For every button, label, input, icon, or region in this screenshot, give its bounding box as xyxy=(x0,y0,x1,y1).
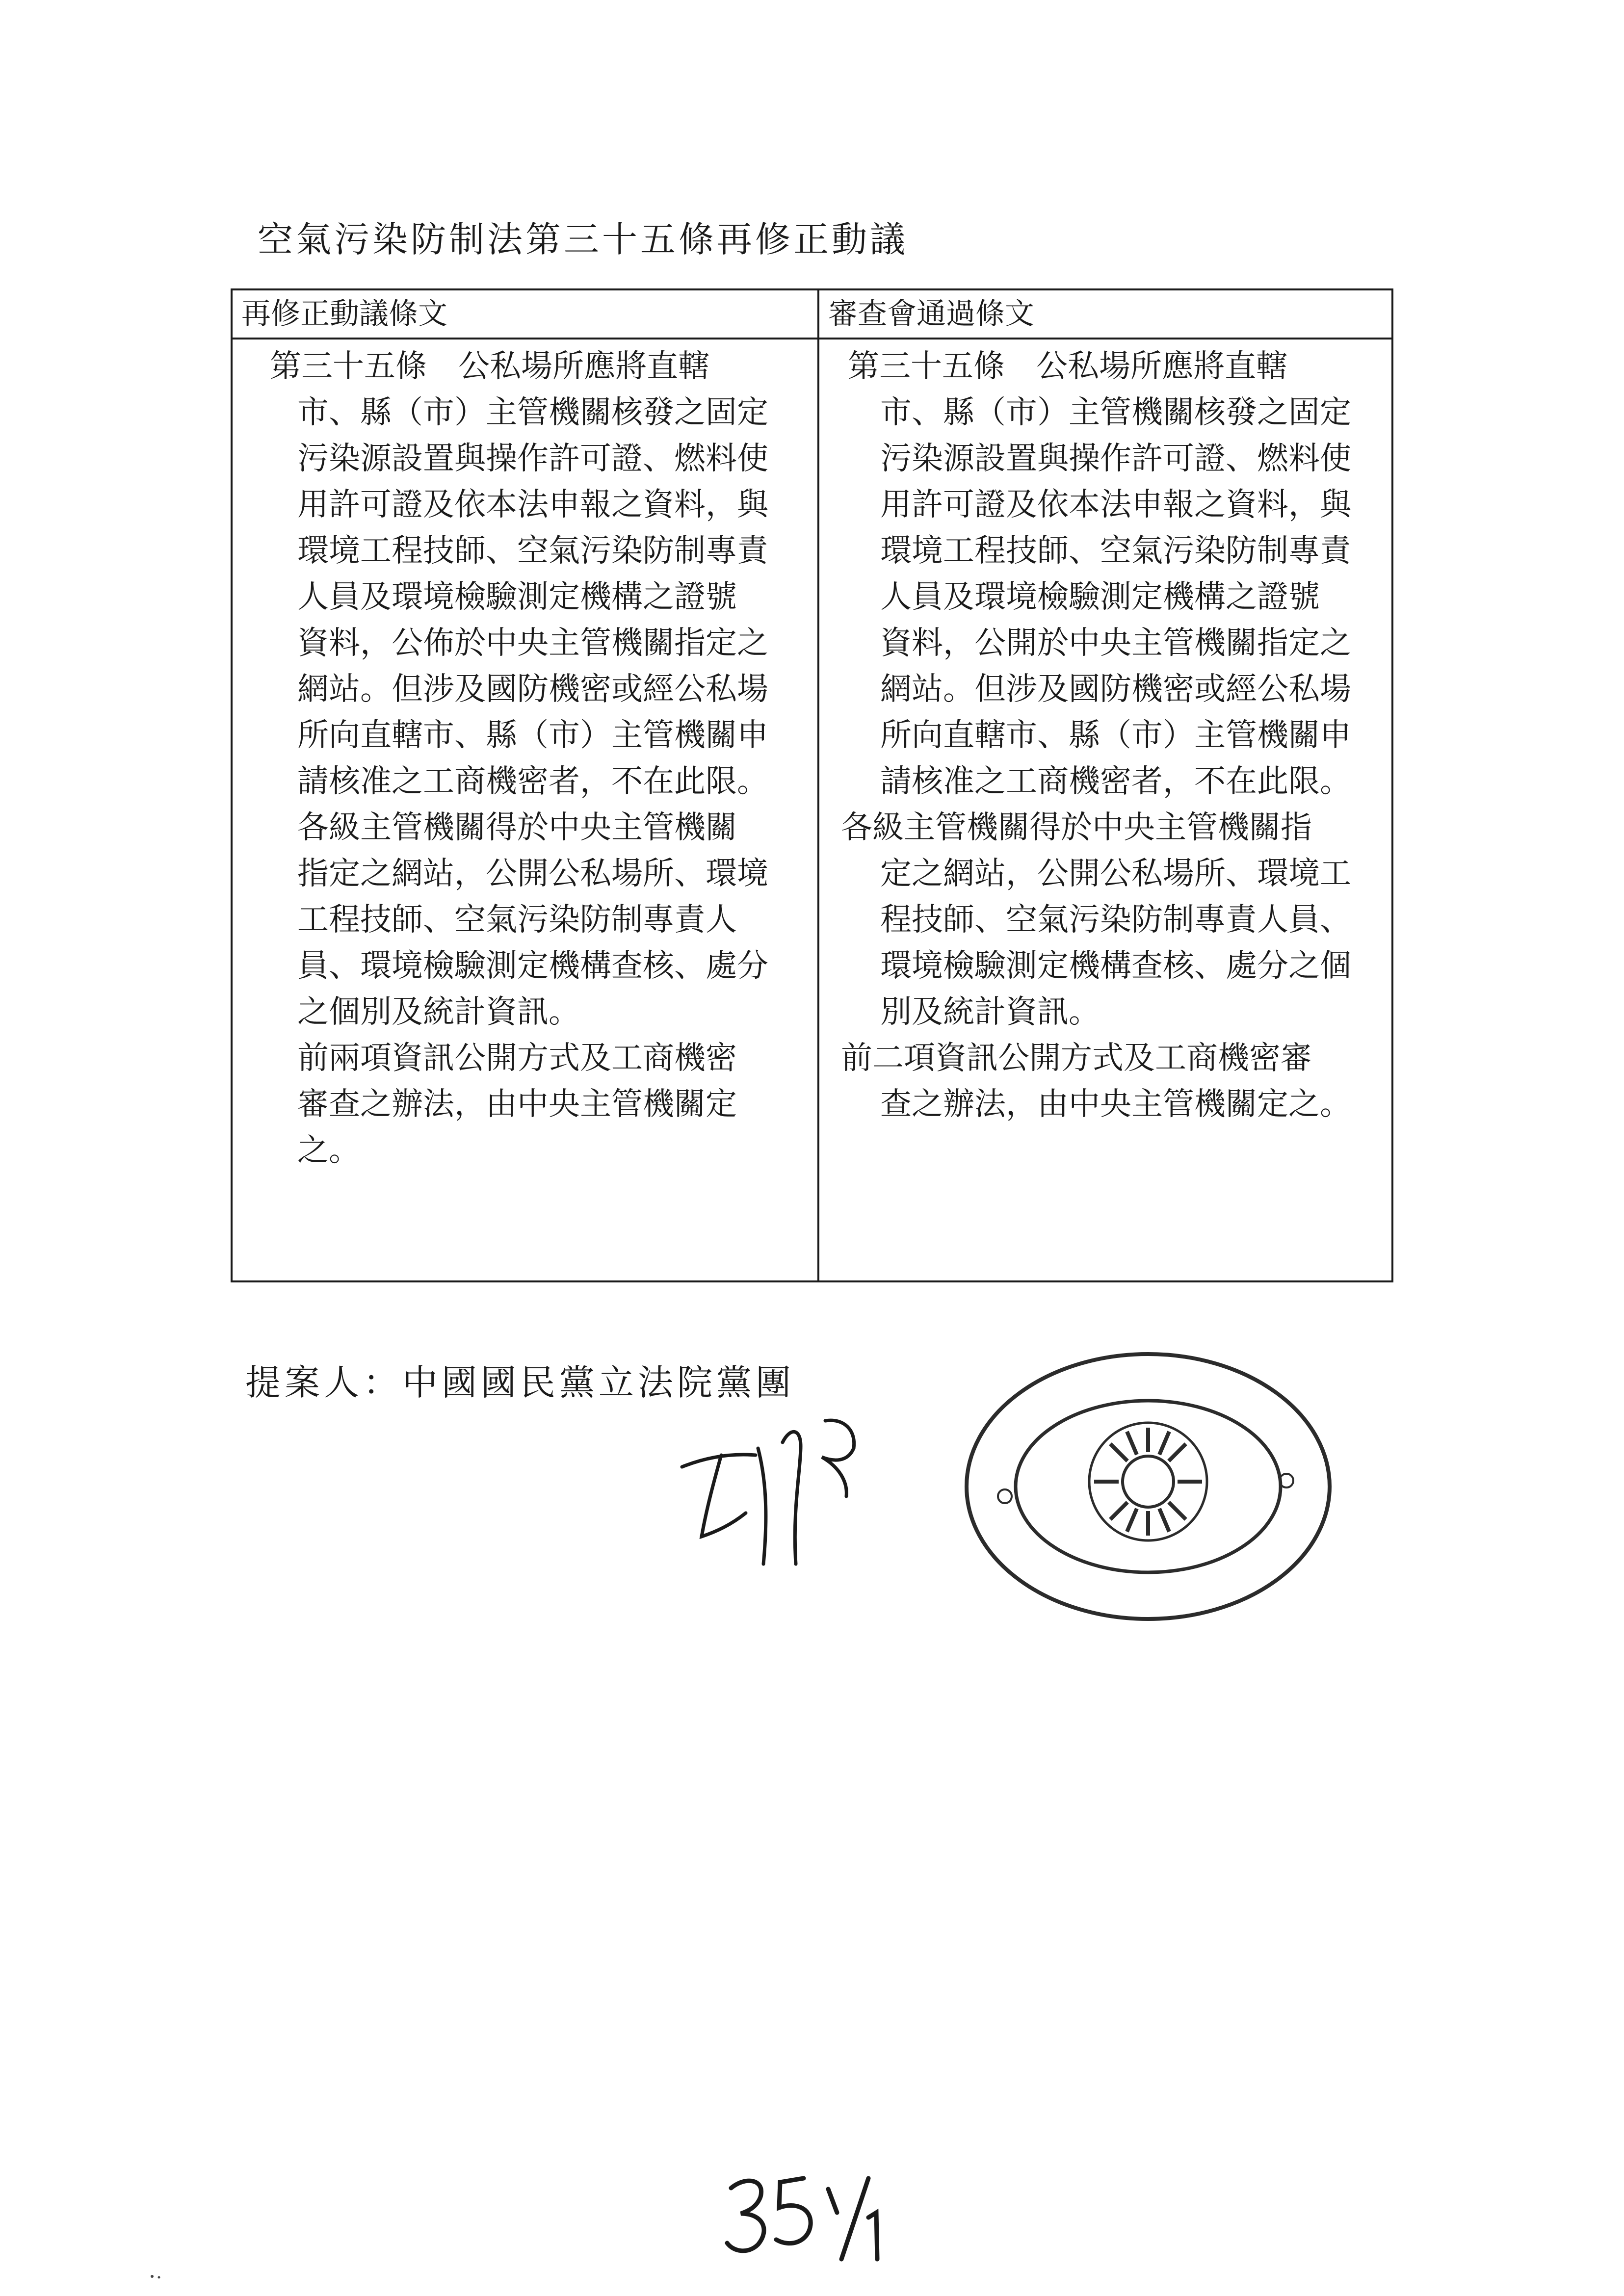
text-line: 之個別及統計資訊。 xyxy=(297,994,580,1030)
text-line: 網站。但涉及國防機密或經公私場 xyxy=(297,671,768,707)
text-line: 工程技師、空氣污染防制專責人 xyxy=(297,902,737,938)
text-line: 污染源設置與操作許可證、燃料使 xyxy=(880,441,1351,477)
table-body-row xyxy=(232,339,1392,1281)
header-amendment-text: 再修正動議條文 xyxy=(232,289,818,339)
text-line: 請核准之工商機密者，不在此限。 xyxy=(880,763,1351,800)
text-line: 第三十五條 公私場所應將直轄 xyxy=(270,348,709,385)
text-line: 市、縣（市）主管機關核發之固定 xyxy=(297,394,768,431)
text-line: 程技師、空氣污染防制專責人員、 xyxy=(880,902,1351,938)
text-line: 第三十五條 公私場所應將直轄 xyxy=(848,348,1287,385)
text-line: 所向直轄市、縣（市）主管機關申 xyxy=(880,717,1351,754)
text-line: 網站。但涉及國防機密或經公私場 xyxy=(880,671,1351,707)
text-line: 所向直轄市、縣（市）主管機關申 xyxy=(297,717,768,754)
text-line: 環境工程技師、空氣污染防制專責 xyxy=(880,533,1351,569)
text-line: 各級主管機關得於中央主管機關指 xyxy=(841,809,1312,846)
text-line: 指定之網站，公開公私場所、環境 xyxy=(297,856,768,892)
text-line: 人員及環境檢驗測定機構之證號 xyxy=(297,579,737,615)
text-line: 之。 xyxy=(297,1132,360,1169)
text-line: 人員及環境檢驗測定機構之證號 xyxy=(880,579,1320,615)
proposer-line: 提案人：中國國民黨立法院黨團 xyxy=(245,1362,795,1403)
text-line: 環境工程技師、空氣污染防制專責 xyxy=(297,533,768,569)
table-header-row xyxy=(232,289,1392,339)
text-line: 污染源設置與操作許可證、燃料使 xyxy=(297,441,768,477)
text-line: 前二項資訊公開方式及工商機密審 xyxy=(841,1040,1312,1076)
document-title: 空氣污染防制法第三十五條再修正動議 xyxy=(258,219,909,260)
text-line: 定之網站，公開公私場所、環境工 xyxy=(880,856,1351,892)
text-line: 審查之辦法，由中央主管機關定 xyxy=(297,1086,737,1122)
text-line: 各級主管機關得於中央主管機關 xyxy=(297,809,737,846)
amendment-text-cell xyxy=(232,339,818,1281)
text-line: 查之辦法，由中央主管機關定之。 xyxy=(880,1086,1351,1122)
handwritten-page-number xyxy=(721,2159,908,2267)
committee-text-block xyxy=(819,343,1391,1127)
text-line: 市、縣（市）主管機關核發之固定 xyxy=(880,394,1351,431)
text-line: 資料，公佈於中央主管機關指定之 xyxy=(297,625,768,661)
text-line: 前兩項資訊公開方式及工商機密 xyxy=(297,1040,737,1076)
scan-speck xyxy=(147,2271,167,2281)
text-line: 環境檢驗測定機構查核、處分之個 xyxy=(880,948,1351,984)
amendment-text-block xyxy=(233,343,817,1174)
text-line: 別及統計資訊。 xyxy=(880,994,1100,1030)
party-seal xyxy=(962,1349,1335,1624)
text-line: 員、環境檢驗測定機構查核、處分 xyxy=(297,948,768,984)
text-line: 用許可證及依本法申報之資料，與 xyxy=(297,487,768,523)
text-line: 資料，公開於中央主管機關指定之 xyxy=(880,625,1351,661)
header-committee-text: 審查會通過條文 xyxy=(818,289,1392,339)
text-line: 用許可證及依本法申報之資料，與 xyxy=(880,487,1351,523)
handwritten-signature xyxy=(672,1408,893,1585)
text-line: 請核准之工商機密者，不在此限。 xyxy=(297,763,768,800)
committee-text-cell xyxy=(818,339,1392,1281)
comparison-table xyxy=(231,288,1393,1282)
